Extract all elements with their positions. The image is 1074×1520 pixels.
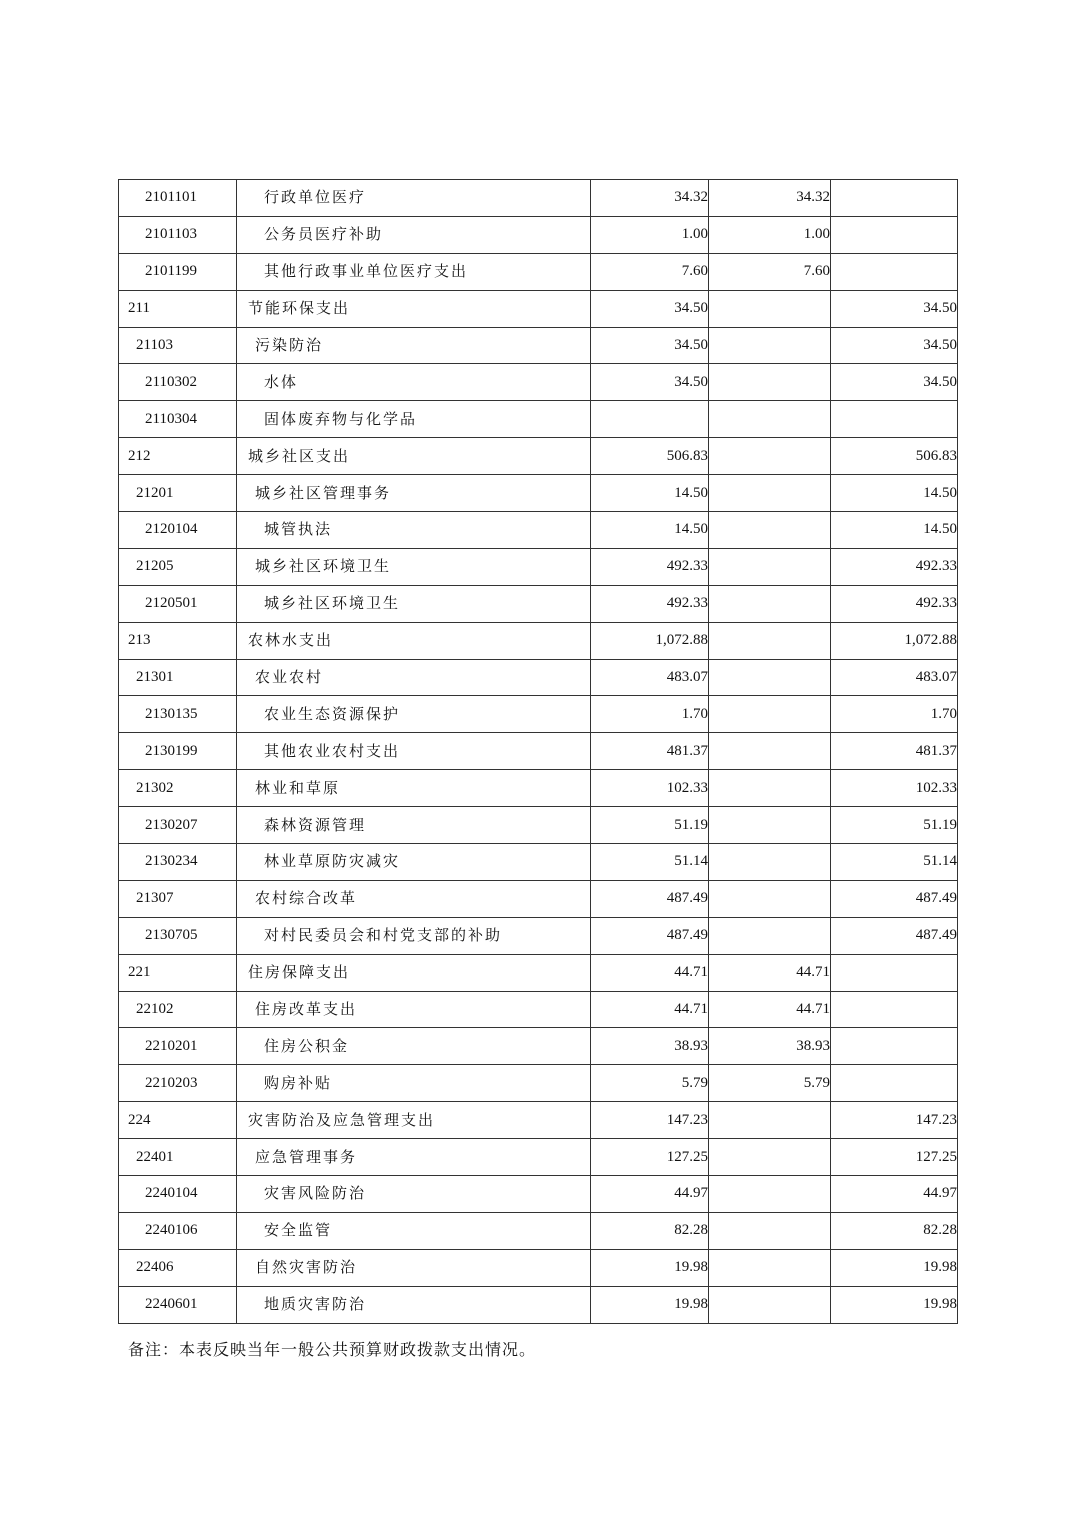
subject-code-cell: 22406 (119, 1249, 237, 1286)
subject-name-cell: 农业农村 (237, 659, 591, 696)
basic-expenditure-cell (709, 733, 831, 770)
project-expenditure-cell: 14.50 (831, 475, 958, 512)
basic-expenditure-cell (709, 1286, 831, 1323)
table-row (119, 1249, 958, 1286)
total-cell: 34.50 (591, 364, 709, 401)
subject-name-cell: 固体废弃物与化学品 (237, 401, 591, 438)
project-expenditure-cell (831, 401, 958, 438)
subject-code-cell: 213 (119, 622, 237, 659)
table-row (119, 548, 958, 585)
subject-name-cell: 灾害风险防治 (237, 1176, 591, 1213)
basic-expenditure-cell (709, 770, 831, 807)
expenditure-table (118, 179, 958, 1324)
project-expenditure-cell: 506.83 (831, 438, 958, 475)
basic-expenditure-cell (709, 1102, 831, 1139)
table-row (119, 917, 958, 954)
subject-code-cell: 2101103 (119, 216, 237, 253)
project-expenditure-cell (831, 1028, 958, 1065)
subject-code-cell: 2130705 (119, 917, 237, 954)
basic-expenditure-cell (709, 622, 831, 659)
table-row (119, 1102, 958, 1139)
table-row (119, 512, 958, 549)
project-expenditure-cell: 19.98 (831, 1249, 958, 1286)
total-cell: 1.00 (591, 216, 709, 253)
subject-name-cell: 行政单位医疗 (237, 180, 591, 217)
subject-name-cell: 住房保障支出 (237, 954, 591, 991)
subject-name-cell: 安全监管 (237, 1212, 591, 1249)
total-cell (591, 401, 709, 438)
total-cell: 44.71 (591, 991, 709, 1028)
project-expenditure-cell: 14.50 (831, 512, 958, 549)
project-expenditure-cell: 487.49 (831, 880, 958, 917)
project-expenditure-cell: 147.23 (831, 1102, 958, 1139)
basic-expenditure-cell: 38.93 (709, 1028, 831, 1065)
total-cell: 1.70 (591, 696, 709, 733)
table-row (119, 807, 958, 844)
total-cell: 481.37 (591, 733, 709, 770)
project-expenditure-cell (831, 954, 958, 991)
table-row (119, 844, 958, 881)
project-expenditure-cell: 82.28 (831, 1212, 958, 1249)
subject-name-cell: 城乡社区环境卫生 (237, 585, 591, 622)
basic-expenditure-cell (709, 917, 831, 954)
total-cell: 19.98 (591, 1249, 709, 1286)
basic-expenditure-cell (709, 844, 831, 881)
project-expenditure-cell: 483.07 (831, 659, 958, 696)
subject-name-cell: 其他农业农村支出 (237, 733, 591, 770)
project-expenditure-cell (831, 1065, 958, 1102)
subject-name-cell: 其他行政事业单位医疗支出 (237, 253, 591, 290)
subject-code-cell: 2130135 (119, 696, 237, 733)
project-expenditure-cell: 102.33 (831, 770, 958, 807)
basic-expenditure-cell: 34.32 (709, 180, 831, 217)
subject-code-cell: 211 (119, 290, 237, 327)
total-cell: 44.71 (591, 954, 709, 991)
subject-name-cell: 城管执法 (237, 512, 591, 549)
table-row (119, 733, 958, 770)
total-cell: 44.97 (591, 1176, 709, 1213)
project-expenditure-cell: 1.70 (831, 696, 958, 733)
basic-expenditure-cell (709, 1249, 831, 1286)
table-row (119, 1212, 958, 1249)
subject-name-cell: 城乡社区管理事务 (237, 475, 591, 512)
basic-expenditure-cell: 7.60 (709, 253, 831, 290)
subject-code-cell: 2101199 (119, 253, 237, 290)
total-cell: 34.50 (591, 290, 709, 327)
subject-name-cell: 林业和草原 (237, 770, 591, 807)
total-cell: 82.28 (591, 1212, 709, 1249)
basic-expenditure-cell (709, 1139, 831, 1176)
total-cell: 487.49 (591, 917, 709, 954)
subject-name-cell: 城乡社区支出 (237, 438, 591, 475)
subject-name-cell: 自然灾害防治 (237, 1249, 591, 1286)
project-expenditure-cell: 487.49 (831, 917, 958, 954)
subject-code-cell: 224 (119, 1102, 237, 1139)
subject-code-cell: 2120501 (119, 585, 237, 622)
subject-code-cell: 2110302 (119, 364, 237, 401)
table-row (119, 401, 958, 438)
subject-name-cell: 住房公积金 (237, 1028, 591, 1065)
subject-name-cell: 农村综合改革 (237, 880, 591, 917)
subject-name-cell: 农业生态资源保护 (237, 696, 591, 733)
basic-expenditure-cell (709, 696, 831, 733)
project-expenditure-cell: 44.97 (831, 1176, 958, 1213)
table-row (119, 954, 958, 991)
subject-code-cell: 21205 (119, 548, 237, 585)
subject-code-cell: 2101101 (119, 180, 237, 217)
table-row (119, 290, 958, 327)
expenditure-table-body (119, 180, 958, 1324)
basic-expenditure-cell (709, 327, 831, 364)
total-cell: 34.32 (591, 180, 709, 217)
project-expenditure-cell (831, 216, 958, 253)
subject-name-cell: 购房补贴 (237, 1065, 591, 1102)
table-row (119, 622, 958, 659)
table-row (119, 1286, 958, 1323)
subject-code-cell: 2240104 (119, 1176, 237, 1213)
subject-code-cell: 2120104 (119, 512, 237, 549)
subject-code-cell: 21302 (119, 770, 237, 807)
subject-name-cell: 林业草原防灾减灾 (237, 844, 591, 881)
subject-name-cell: 住房改革支出 (237, 991, 591, 1028)
total-cell: 127.25 (591, 1139, 709, 1176)
basic-expenditure-cell (709, 585, 831, 622)
basic-expenditure-cell (709, 807, 831, 844)
total-cell: 51.14 (591, 844, 709, 881)
subject-name-cell: 灾害防治及应急管理支出 (237, 1102, 591, 1139)
total-cell: 38.93 (591, 1028, 709, 1065)
table-row (119, 327, 958, 364)
basic-expenditure-cell (709, 659, 831, 696)
subject-code-cell: 212 (119, 438, 237, 475)
total-cell: 483.07 (591, 659, 709, 696)
subject-code-cell: 2240106 (119, 1212, 237, 1249)
basic-expenditure-cell (709, 512, 831, 549)
total-cell: 14.50 (591, 512, 709, 549)
subject-code-cell: 221 (119, 954, 237, 991)
total-cell: 506.83 (591, 438, 709, 475)
basic-expenditure-cell (709, 290, 831, 327)
subject-name-cell: 污染防治 (237, 327, 591, 364)
basic-expenditure-cell (709, 438, 831, 475)
basic-expenditure-cell: 1.00 (709, 216, 831, 253)
total-cell: 14.50 (591, 475, 709, 512)
total-cell: 487.49 (591, 880, 709, 917)
subject-code-cell: 2240601 (119, 1286, 237, 1323)
basic-expenditure-cell (709, 364, 831, 401)
basic-expenditure-cell (709, 1176, 831, 1213)
table-row (119, 364, 958, 401)
subject-name-cell: 节能环保支出 (237, 290, 591, 327)
table-row (119, 1176, 958, 1213)
table-row (119, 1028, 958, 1065)
total-cell: 147.23 (591, 1102, 709, 1139)
basic-expenditure-cell (709, 1212, 831, 1249)
subject-name-cell: 水体 (237, 364, 591, 401)
subject-name-cell: 地质灾害防治 (237, 1286, 591, 1323)
total-cell: 492.33 (591, 585, 709, 622)
subject-name-cell: 对村民委员会和村党支部的补助 (237, 917, 591, 954)
total-cell: 5.79 (591, 1065, 709, 1102)
basic-expenditure-cell: 5.79 (709, 1065, 831, 1102)
total-cell: 102.33 (591, 770, 709, 807)
project-expenditure-cell: 34.50 (831, 364, 958, 401)
subject-code-cell: 21103 (119, 327, 237, 364)
total-cell: 7.60 (591, 253, 709, 290)
basic-expenditure-cell (709, 475, 831, 512)
table-row (119, 475, 958, 512)
project-expenditure-cell: 127.25 (831, 1139, 958, 1176)
subject-code-cell: 2130199 (119, 733, 237, 770)
project-expenditure-cell (831, 253, 958, 290)
subject-code-cell: 2130207 (119, 807, 237, 844)
table-row (119, 180, 958, 217)
table-footnote: 备注：本表反映当年一般公共预算财政拨款支出情况。 (128, 1340, 537, 1359)
project-expenditure-cell: 1,072.88 (831, 622, 958, 659)
subject-code-cell: 22401 (119, 1139, 237, 1176)
total-cell: 492.33 (591, 548, 709, 585)
project-expenditure-cell: 51.14 (831, 844, 958, 881)
basic-expenditure-cell: 44.71 (709, 954, 831, 991)
subject-name-cell: 森林资源管理 (237, 807, 591, 844)
subject-code-cell: 21201 (119, 475, 237, 512)
total-cell: 51.19 (591, 807, 709, 844)
subject-code-cell: 21301 (119, 659, 237, 696)
total-cell: 19.98 (591, 1286, 709, 1323)
table-row (119, 585, 958, 622)
subject-code-cell: 2110304 (119, 401, 237, 438)
subject-code-cell: 2210201 (119, 1028, 237, 1065)
project-expenditure-cell: 34.50 (831, 327, 958, 364)
basic-expenditure-cell (709, 401, 831, 438)
table-row (119, 659, 958, 696)
subject-name-cell: 公务员医疗补助 (237, 216, 591, 253)
table-row (119, 438, 958, 475)
table-row (119, 696, 958, 733)
subject-name-cell: 应急管理事务 (237, 1139, 591, 1176)
subject-code-cell: 2130234 (119, 844, 237, 881)
project-expenditure-cell: 492.33 (831, 548, 958, 585)
project-expenditure-cell: 492.33 (831, 585, 958, 622)
project-expenditure-cell: 51.19 (831, 807, 958, 844)
basic-expenditure-cell (709, 548, 831, 585)
subject-code-cell: 2210203 (119, 1065, 237, 1102)
table-row (119, 1065, 958, 1102)
table-row (119, 216, 958, 253)
total-cell: 34.50 (591, 327, 709, 364)
subject-name-cell: 农林水支出 (237, 622, 591, 659)
table-row (119, 880, 958, 917)
total-cell: 1,072.88 (591, 622, 709, 659)
project-expenditure-cell: 19.98 (831, 1286, 958, 1323)
project-expenditure-cell: 481.37 (831, 733, 958, 770)
project-expenditure-cell (831, 180, 958, 217)
basic-expenditure-cell (709, 880, 831, 917)
subject-code-cell: 22102 (119, 991, 237, 1028)
table-row (119, 770, 958, 807)
basic-expenditure-cell: 44.71 (709, 991, 831, 1028)
table-row (119, 991, 958, 1028)
project-expenditure-cell (831, 991, 958, 1028)
subject-name-cell: 城乡社区环境卫生 (237, 548, 591, 585)
table-row (119, 1139, 958, 1176)
project-expenditure-cell: 34.50 (831, 290, 958, 327)
table-row (119, 253, 958, 290)
subject-code-cell: 21307 (119, 880, 237, 917)
